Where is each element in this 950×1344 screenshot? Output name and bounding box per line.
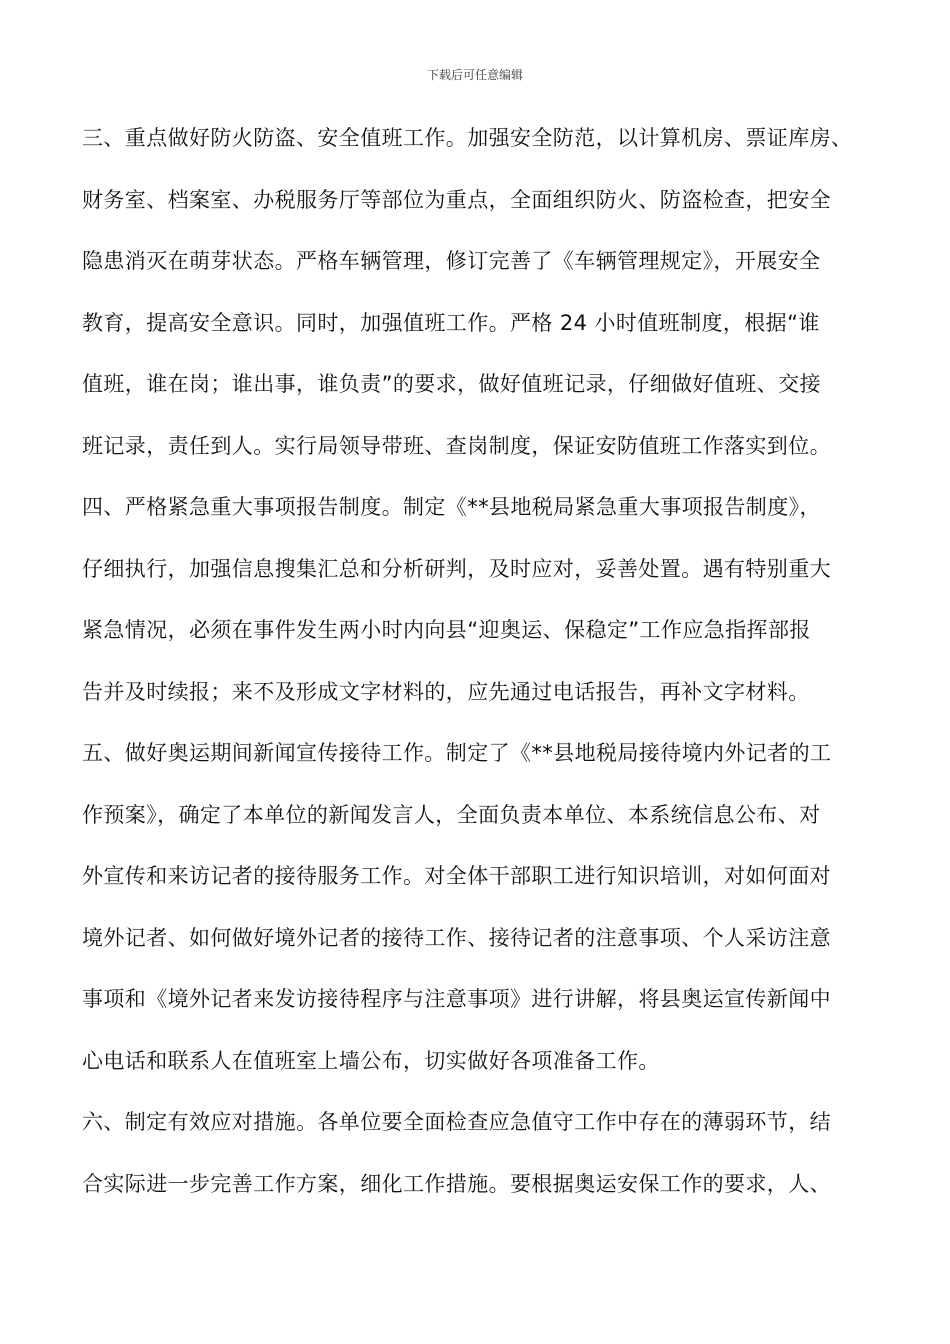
text-line: 合实际进一步完善工作方案，细化工作措施。要根据奥运安保工作的要求，人、 xyxy=(82,1171,831,1196)
text-line: 五、做好奥运期间新闻宣传接待工作。制定了《**县地税局接待境内外记者的工 xyxy=(82,741,832,765)
text-line: 教育，提高安全意识。同时，加强值班工作。严格 24 小时值班制度，根据“谁 xyxy=(82,310,820,335)
text-line: 六、制定有效应对措施。各单位要全面检查应急值守工作中存在的薄弱环节，结 xyxy=(82,1110,831,1134)
text-line: 值班，谁在岗；谁出事，谁负责”的要求，做好值班记录，仔细做好值班、交接 xyxy=(82,372,821,396)
text-line: 班记录，责任到人。实行局领导带班、查岗制度，保证安防值班工作落实到位。 xyxy=(82,433,831,458)
text-line: 三、重点做好防火防盗、安全值班工作。加强安全防范，以计算机房、票证库房、 xyxy=(82,126,853,150)
text-line: 告并及时续报；来不及形成文字材料的，应先通过电话报告，再补文字材料。 xyxy=(82,679,810,704)
text-line: 作预案》，确定了本单位的新闻发言人，全面负责本单位、本系统信息公布、对 xyxy=(82,802,821,827)
text-line: 财务室、档案室、办税服务厅等部位为重点，全面组织防火、防盗检查，把安全 xyxy=(82,187,831,212)
paragraph-3-fire-safety xyxy=(82,108,872,477)
page-header-note: 下载后可任意编辑 xyxy=(426,68,523,82)
text-line: 外宣传和来访记者的接待服务工作。对全体干部职工进行知识培训，对如何面对 xyxy=(82,864,831,888)
paragraph-5-press-reception xyxy=(82,723,872,1092)
text-line: 四、严格紧急重大事项报告制度。制定《**县地税局紧急重大事项报告制度》， xyxy=(82,495,821,519)
text-line: 仔细执行，加强信息搜集汇总和分析研判，及时应对，妥善处置。遇有特别重大 xyxy=(82,556,831,581)
text-line: 境外记者、如何做好境外记者的接待工作、接待记者的注意事项、个人采访注意 xyxy=(82,925,831,950)
text-line: 事项和《境外记者来发访接待程序与注意事项》进行讲解，将县奥运宣传新闻中 xyxy=(82,987,831,1011)
text-line: 紧急情况，必须在事件发生两小时内向县“迎奥运、保稳定”工作应急指挥部报 xyxy=(82,618,811,642)
text-line: 心电话和联系人在值班室上墙公布，切实做好各项准备工作。 xyxy=(82,1048,660,1073)
document-body xyxy=(82,108,872,1215)
paragraph-6-countermeasures xyxy=(82,1092,872,1215)
paragraph-4-emergency-reporting xyxy=(82,477,872,723)
text-line: 隐患消灭在萌芽状态。严格车辆管理，修订完善了《车辆管理规定》，开展安全 xyxy=(82,249,821,273)
